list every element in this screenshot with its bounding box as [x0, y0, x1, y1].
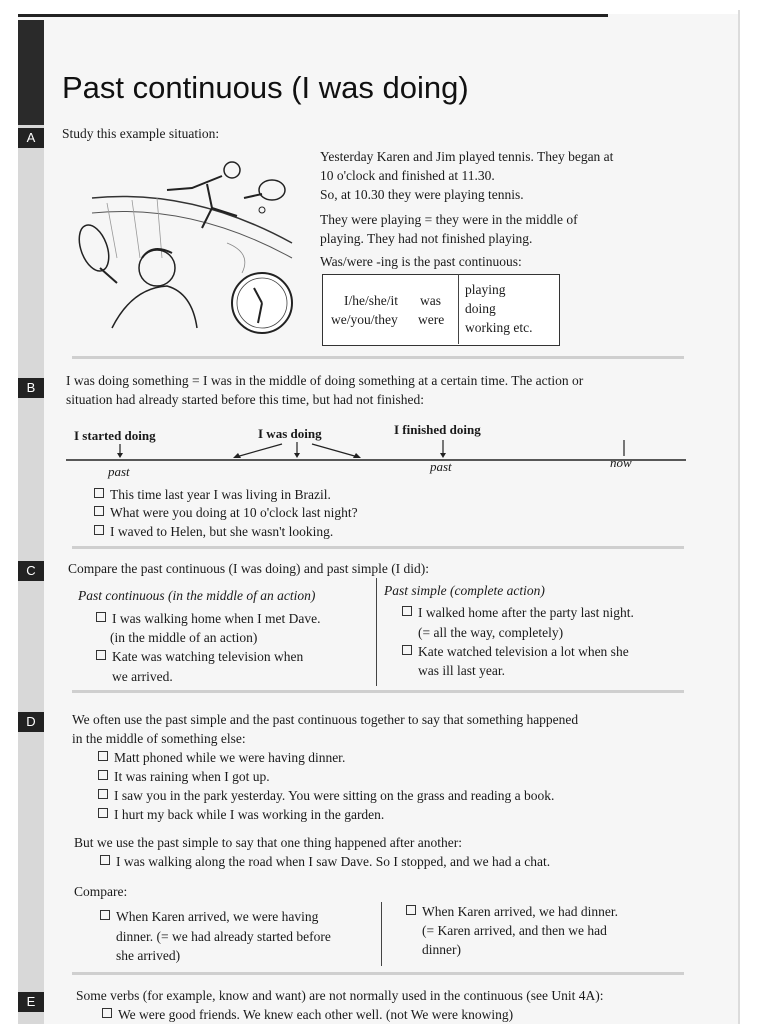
section-c-divider — [376, 578, 377, 686]
section-tab-b: B — [18, 378, 44, 398]
checkbox-icon — [100, 855, 110, 865]
section-d-left-3: she arrived) — [116, 948, 181, 963]
section-d-example — [98, 786, 554, 805]
checkbox-icon — [94, 506, 104, 516]
checkbox-icon — [96, 650, 106, 660]
checkbox-icon — [406, 905, 416, 915]
checkbox-icon — [98, 751, 108, 761]
section-d-example — [98, 767, 270, 786]
section-tab-d: D — [18, 712, 44, 732]
section-c-left-head: Past continuous (in the middle of an action) — [78, 588, 316, 603]
section-d-but-example — [100, 852, 550, 871]
section-c-left-3 — [96, 647, 303, 666]
checkbox-icon — [94, 525, 104, 535]
page-title: Past continuous (I was doing) — [62, 70, 469, 105]
left-margin-dark — [18, 20, 44, 125]
section-separator — [72, 546, 684, 549]
section-tab-c: C — [18, 561, 44, 581]
section-a-line-3: So, at 10.30 they were playing tennis. — [320, 187, 524, 202]
section-e-example-text: We were good friends. We knew each other well. (not We were knowing) — [118, 1007, 514, 1022]
section-c-right-4: was ill last year. — [418, 663, 505, 678]
section-separator — [72, 690, 684, 693]
section-d-example-4: I hurt my back while I was working in the garden. — [114, 807, 385, 822]
section-c-right-1 — [402, 603, 634, 622]
section-d-but-example-text: I was walking along the road when I saw Dave. So I stopped, and we had a chat. — [116, 854, 551, 869]
table-form-1: playing — [465, 282, 506, 297]
checkbox-icon — [98, 789, 108, 799]
section-b-example — [94, 503, 358, 522]
checkbox-icon — [100, 910, 110, 920]
section-c-intro: Compare the past continuous (I was doing) and past simple (I did): — [68, 561, 430, 576]
section-b-example-1: This time last year I was living in Brazil. — [110, 487, 331, 502]
section-a-line-4: They were playing = they were in the middle of — [320, 212, 578, 227]
section-d-left-1-text: When Karen arrived, we were having — [116, 909, 319, 924]
section-e-line: Some verbs (for example, know and want) are not normally used in the continuous (see Unit 4A): — [76, 988, 604, 1003]
left-margin-bar — [18, 20, 44, 1024]
top-rule — [18, 14, 608, 17]
section-separator — [72, 356, 684, 359]
tennis-illustration — [72, 158, 302, 343]
table-verb-2: were — [418, 312, 445, 327]
section-d-example-2: It was raining when I got up. — [114, 769, 270, 784]
section-d-right-2: (= Karen arrived, and then we had — [422, 923, 607, 938]
section-d-but: But we use the past simple to say that one thing happened after another: — [74, 835, 463, 850]
section-tab-e: E — [18, 992, 44, 1012]
timeline-was-doing-label: I was doing — [258, 426, 322, 441]
section-d-example — [98, 805, 384, 824]
checkbox-icon — [402, 606, 412, 616]
section-c-left-4: we arrived. — [112, 669, 173, 684]
section-d-compare: Compare: — [74, 884, 128, 899]
section-c-right-1-text: I walked home after the party last night. — [418, 605, 634, 620]
section-b-line-1: I was doing something = I was in the middle of doing something at a certain time. The action or — [66, 373, 584, 388]
checkbox-icon — [102, 1008, 112, 1018]
table-subject-2: we/you/they — [331, 312, 398, 327]
table-form-3: working etc. — [465, 320, 533, 335]
table-form-2: doing — [465, 301, 496, 316]
timeline-finished-label: I finished doing — [394, 422, 481, 437]
section-b-example — [94, 522, 333, 541]
table-verb-1: was — [420, 293, 441, 308]
table-divider — [458, 274, 459, 344]
section-d-example-1: Matt phoned while we were having dinner. — [114, 750, 346, 765]
table-subject-1: I/he/she/it — [344, 293, 398, 308]
section-c-right-head: Past simple (complete action) — [384, 583, 545, 598]
section-c-right-2: (= all the way, completely) — [418, 625, 564, 640]
section-a-line-5: playing. They had not finished playing. — [320, 231, 533, 246]
section-a-line-2: 10 o'clock and finished at 11.30. — [320, 168, 495, 183]
section-d-left-2: dinner. (= we had already started before — [116, 929, 331, 944]
section-tab-a: A — [18, 128, 44, 148]
section-a-intro: Study this example situation: — [62, 126, 220, 141]
checkbox-icon — [98, 808, 108, 818]
timeline-started-label: I started doing — [74, 428, 156, 443]
section-a-line-6: Was/were -ing is the past continuous: — [320, 254, 522, 269]
section-d-example-3: I saw you in the park yesterday. You were sitting on the grass and reading a book. — [114, 788, 555, 803]
checkbox-icon — [94, 488, 104, 498]
section-d-right-3: dinner) — [422, 942, 461, 957]
section-c-right-3 — [402, 642, 629, 661]
section-separator — [72, 972, 684, 975]
timeline-past-2: past — [430, 459, 452, 474]
section-e-example — [102, 1005, 513, 1024]
section-c-left-1-text: I was walking home when I met Dave. — [112, 611, 321, 626]
section-b-example-2: What were you doing at 10 o'clock last night? — [110, 505, 358, 520]
section-b-example-3: I waved to Helen, but she wasn't looking. — [110, 524, 334, 539]
section-a-line-1: Yesterday Karen and Jim played tennis. They began at — [320, 149, 614, 164]
checkbox-icon — [98, 770, 108, 780]
section-d-divider — [381, 902, 382, 966]
section-d-left-1 — [100, 907, 318, 926]
section-c-left-2: (in the middle of an action) — [110, 630, 258, 645]
section-c-right-3-text: Kate watched television a lot when she — [418, 644, 629, 659]
section-b-line-2: situation had already started before this time, but had not finished: — [66, 392, 425, 407]
section-d-line-2: in the middle of something else: — [72, 731, 246, 746]
section-c-left-3-text: Kate was watching television when — [112, 649, 304, 664]
section-d-right-1 — [406, 902, 618, 921]
checkbox-icon — [402, 645, 412, 655]
checkbox-icon — [96, 612, 106, 622]
section-d-example — [98, 748, 345, 767]
timeline — [60, 440, 690, 470]
page-edge — [738, 10, 740, 1024]
section-d-right-1-text: When Karen arrived, we had dinner. — [422, 904, 619, 919]
timeline-past-1: past — [108, 464, 130, 479]
timeline-now: now — [610, 455, 632, 470]
section-d-line-1: We often use the past simple and the past continuous together to say that something happened — [72, 712, 579, 727]
section-c-left-1 — [96, 609, 320, 628]
section-b-example — [94, 485, 331, 504]
